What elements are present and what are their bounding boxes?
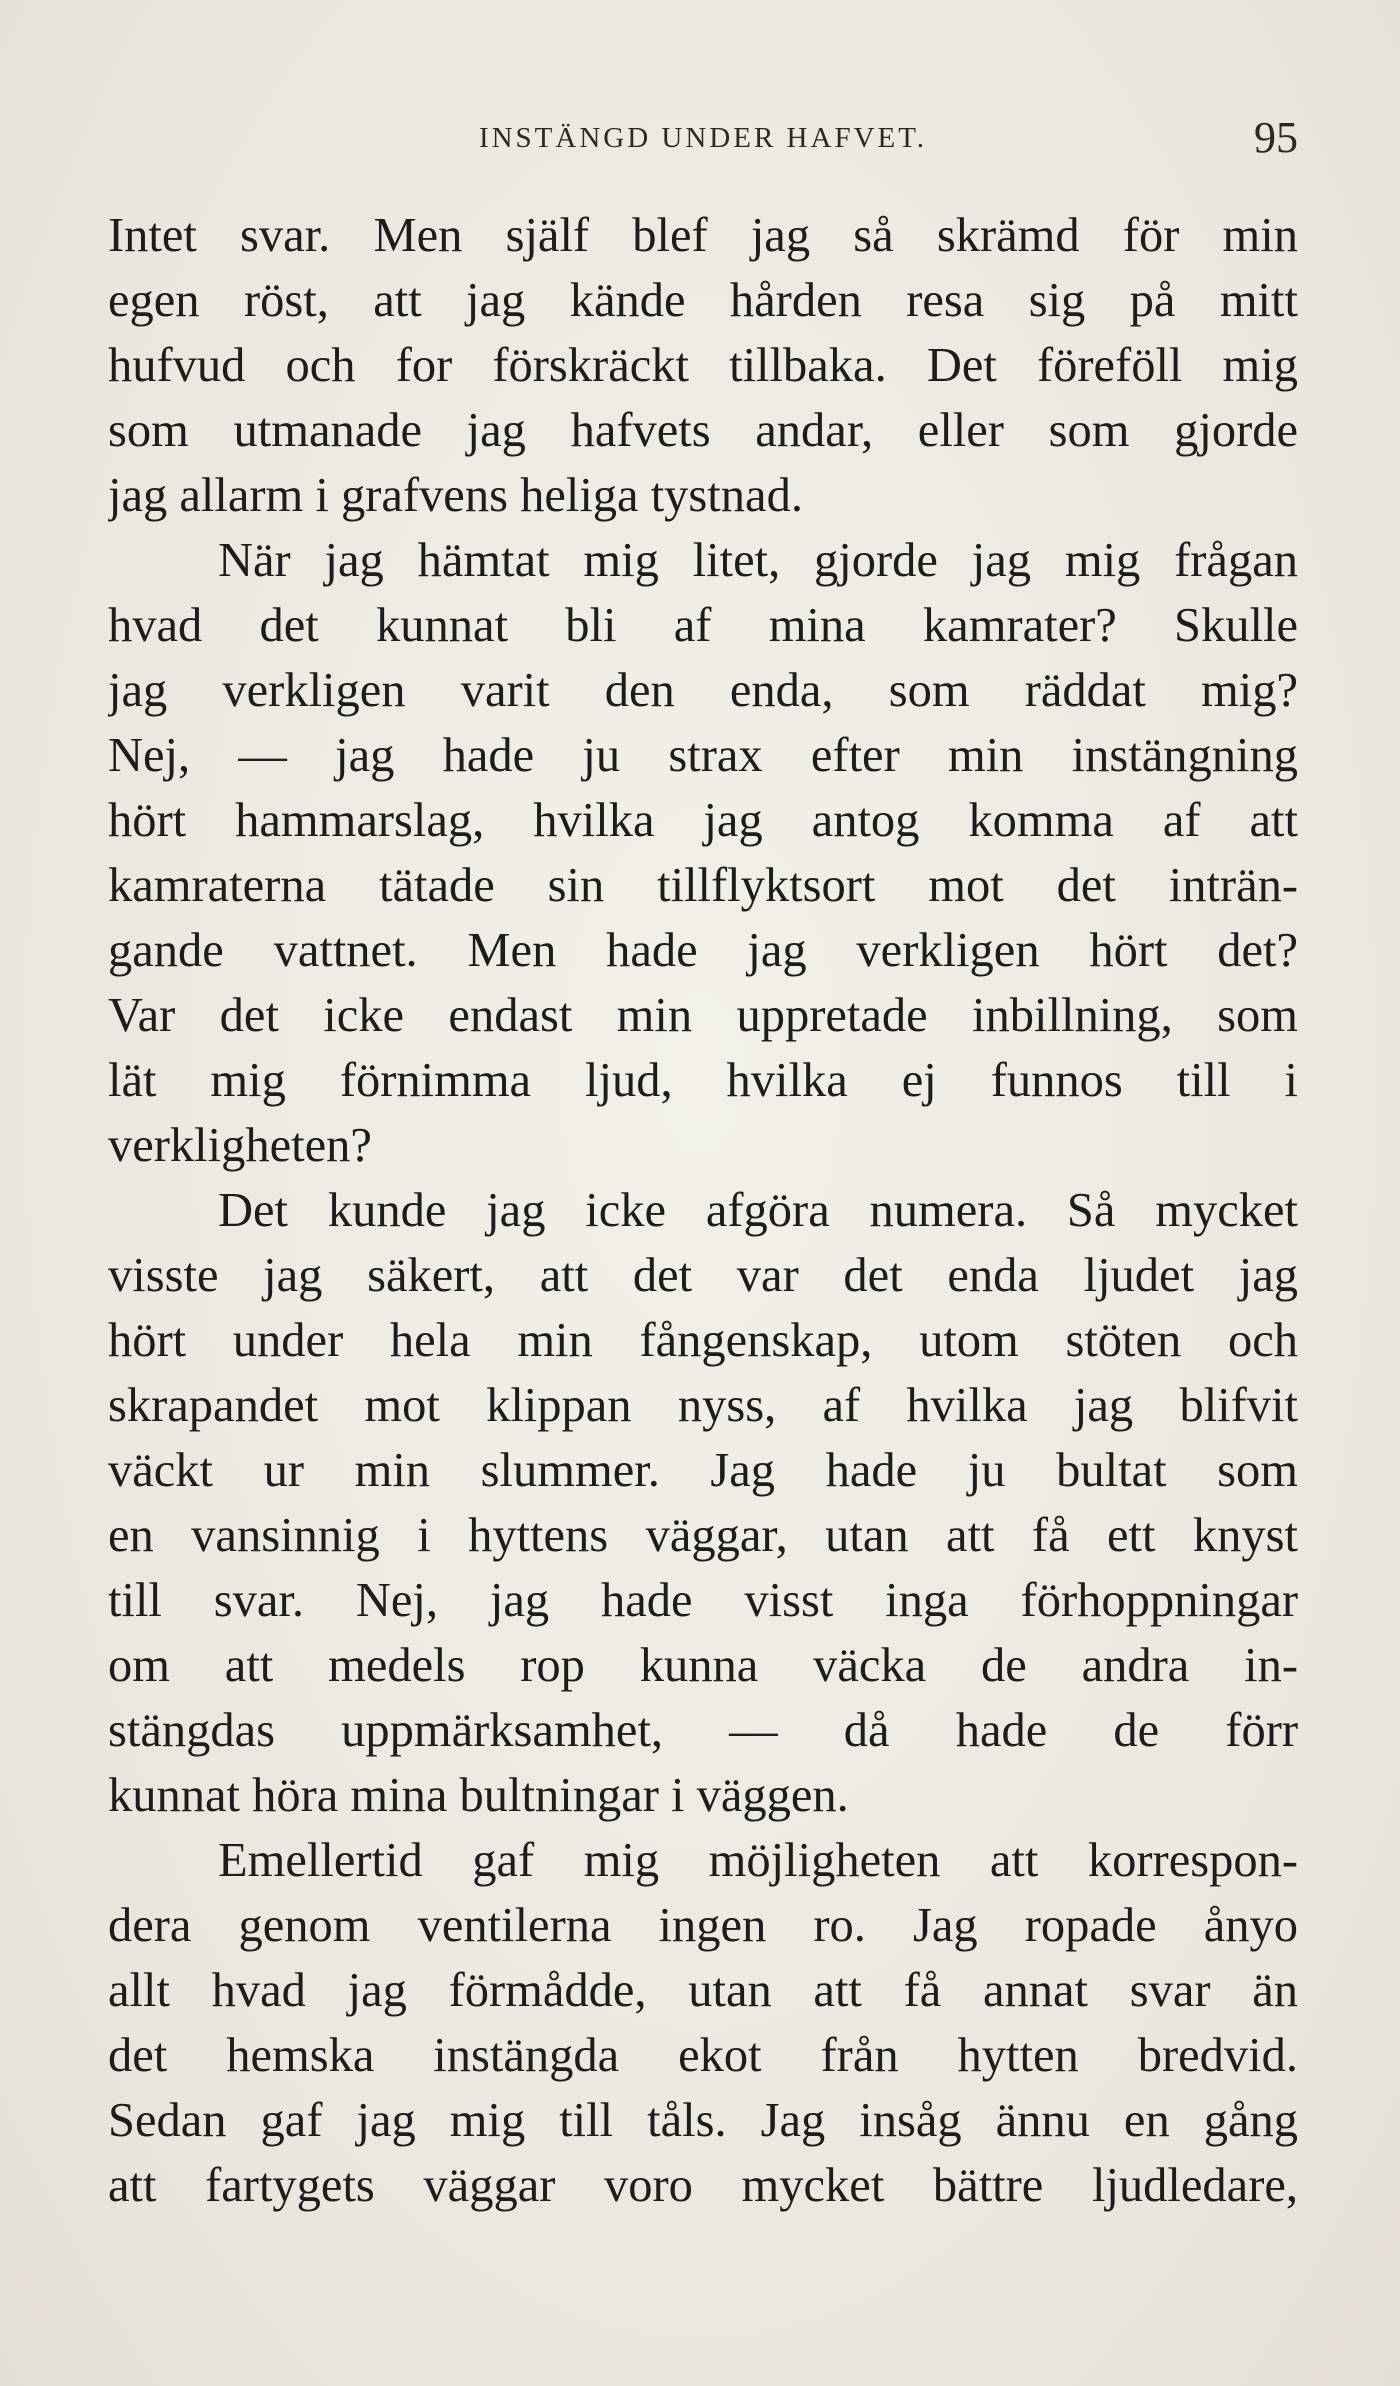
text-line: jag verkligen varit den enda, som räddat mig? (108, 664, 1298, 717)
text-line: egen röst, att jag kände hården resa sig på mitt (108, 274, 1298, 327)
text-line: kunnat höra mina bultningar i väggen. (108, 1769, 849, 1822)
text-line: Det kunde jag icke afgöra numera. Så mycket (218, 1184, 1298, 1237)
running-head (108, 108, 1298, 168)
text-line: När jag hämtat mig litet, gjorde jag mig frågan (218, 534, 1298, 587)
text-line: jag allarm i grafvens heliga tystnad. (108, 469, 803, 522)
text-line: Nej, — jag hade ju strax efter min instängning (108, 729, 1298, 782)
text-line: kamraterna tätade sin tillflyktsort mot det inträn- (108, 859, 1298, 912)
text-line: om att medels rop kunna väcka de andra in- (108, 1639, 1298, 1692)
text-line: Intet svar. Men själf blef jag så skrämd för min (108, 209, 1298, 262)
text-line: Emellertid gaf mig möjligheten att korrespon- (218, 1834, 1298, 1887)
text-line: hvad det kunnat bli af mina kamrater? Skulle (108, 599, 1298, 652)
text-line: Sedan gaf jag mig till tåls. Jag insåg ännu en gång (108, 2094, 1298, 2147)
text-line: lät mig förnimma ljud, hvilka ej funnos till i (108, 1054, 1298, 1107)
text-line: som utmanade jag hafvets andar, eller som gjorde (108, 404, 1298, 457)
text-line: Var det icke endast min uppretade inbillning, som (108, 989, 1298, 1042)
text-line: väckt ur min slummer. Jag hade ju bultat som (108, 1444, 1298, 1497)
running-title: INSTÄNGD UNDER HAFVET. (478, 122, 928, 154)
text-line: hört under hela min fångenskap, utom stöten och (108, 1314, 1298, 1367)
text-line: hufvud och for förskräckt tillbaka. Det föreföll mig (108, 339, 1298, 392)
text-line: gande vattnet. Men hade jag verkligen hört det? (108, 924, 1298, 977)
text-line: till svar. Nej, jag hade visst inga förhoppningar (108, 1574, 1298, 1627)
text-line: en vansinnig i hyttens väggar, utan att få ett knyst (108, 1509, 1298, 1562)
text-line: det hemska instängda ekot från hytten bredvid. (108, 2029, 1298, 2082)
text-line: hört hammarslag, hvilka jag antog komma af att (108, 794, 1298, 847)
text-line: att fartygets väggar voro mycket bättre ljudledare, (108, 2159, 1298, 2212)
text-line: stängdas uppmärksamhet, — då hade de förr (108, 1704, 1298, 1757)
text-line: skrapandet mot klippan nyss, af hvilka jag blifvit (108, 1379, 1298, 1432)
text-line: verkligheten? (108, 1119, 372, 1172)
text-line: visste jag säkert, att det var det enda ljudet jag (108, 1249, 1298, 1302)
text-line: dera genom ventilerna ingen ro. Jag ropade ånyo (108, 1899, 1298, 1952)
page-number: 95 (1254, 113, 1298, 162)
body-text (108, 203, 1298, 2218)
text-line: allt hvad jag förmådde, utan att få annat svar än (108, 1964, 1298, 2017)
